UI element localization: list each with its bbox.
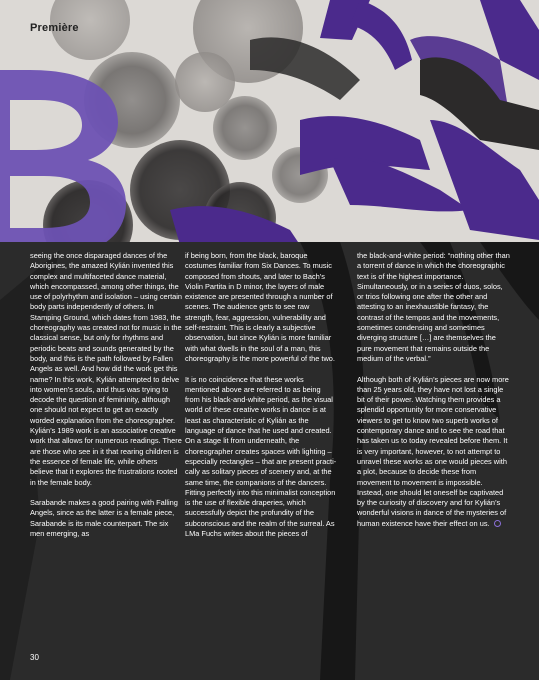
paragraph bbox=[357, 375, 511, 529]
paragraph: the black-and-white period: “nothing other than a torrent of dance in which the choreographic text is of the highest importance. Simultaneously, or in a series of duos, solos, or trios following one after the other and attesting to an inexhaustible fantasy, the contrast of the tempos and the movements, sometimes condensing and sometimes diverging structure […] are themselves the pure movement that remains outside the medium of the verbal.” bbox=[357, 251, 510, 363]
paragraph: It is no coincidence that these works mentioned above are referred to as being from his black-and-white period, as the visual world of these creative works in dance is at least as characteristic of Kylián as the language of dance that he used and created. On a stage lit from underneath, the choreographer creates spaces with lighting – especially rectangles – that are present practically as solitary pieces of scenery and, at the same time, the companions of the dancers. Fitting perfectly into this minimalist conception is the use of flexible draperies, which successfully depict the profundity of the subconscious and the realm of the surreal. As LMa Fuchs writes about the pieces of bbox=[185, 374, 337, 539]
page-number: 30 bbox=[30, 653, 39, 662]
text-column-1 bbox=[30, 251, 182, 550]
end-mark-icon bbox=[494, 520, 501, 527]
text-column-2 bbox=[185, 251, 337, 550]
paragraph-text: Although both of Kylián’s pieces are now more than 25 years old, they have not lost a single bit of their power. Watching them provides a splendid opportunity for more conservative viewers to get to know two superb works of contemporary dance and to see the road that has taken us to today revealed before them. It is very important, however, to not attempt to unravel these works as one would pieces with a plot, because to decide these from movement to movement is impossible. Instead, one should let oneself be captivated by the curiosity of discovery and for Kylián’s wonderful visions in dance of the mysteries of human existence have their effect on us. bbox=[357, 374, 509, 528]
paragraph: seeing the once disparaged dances of the Aborigines, the amazed Kylián invented this complex and multifaceted dance material, which encompassed, among other things, the use of polyrhythm and isolation – using certain body parts independently of others. In Stamping Ground, which dates from 1983, the choreography was created not for music in the classical sense, but only for rhythms and periodic beats and sounds generated by the body, and this is the path followed by Fallen Angels as well. And how did the work get this name? In this work, Kylián attempted to delve into women’s souls, and thus was trying to decode the question of femininity, although one should not expect to get an exactly worded explanation from the choreographer. Kylián’s 1989 work is an associative creative work that allows for numerous readings. There are those who see in it that rearing children is the essence of female life, while others believe that it explores the frustrations rooted in the female body. bbox=[30, 251, 183, 487]
paragraph: Sarabande makes a good pairing with Falling Angels, since as the latter is a female piece, Sarabande is its male counterpart. The six men emerging, as bbox=[30, 498, 178, 539]
paragraph: if being born, from the black, baroque costumes familiar from Six Dances. To music composed from shouts, and later to Bach’s Violin Partita in D minor, the layers of male existence are presented through a number of scenes. The audience gets to see raw strength, fear, aggression, vulnerability and self-restraint. This is clearly a subjective observation, but since Kylián is more familiar with what dwells in the soul of a man, this choreography is the more powerful of the two. bbox=[185, 251, 335, 363]
section-label: Première bbox=[30, 22, 79, 34]
text-column-3 bbox=[357, 251, 511, 539]
